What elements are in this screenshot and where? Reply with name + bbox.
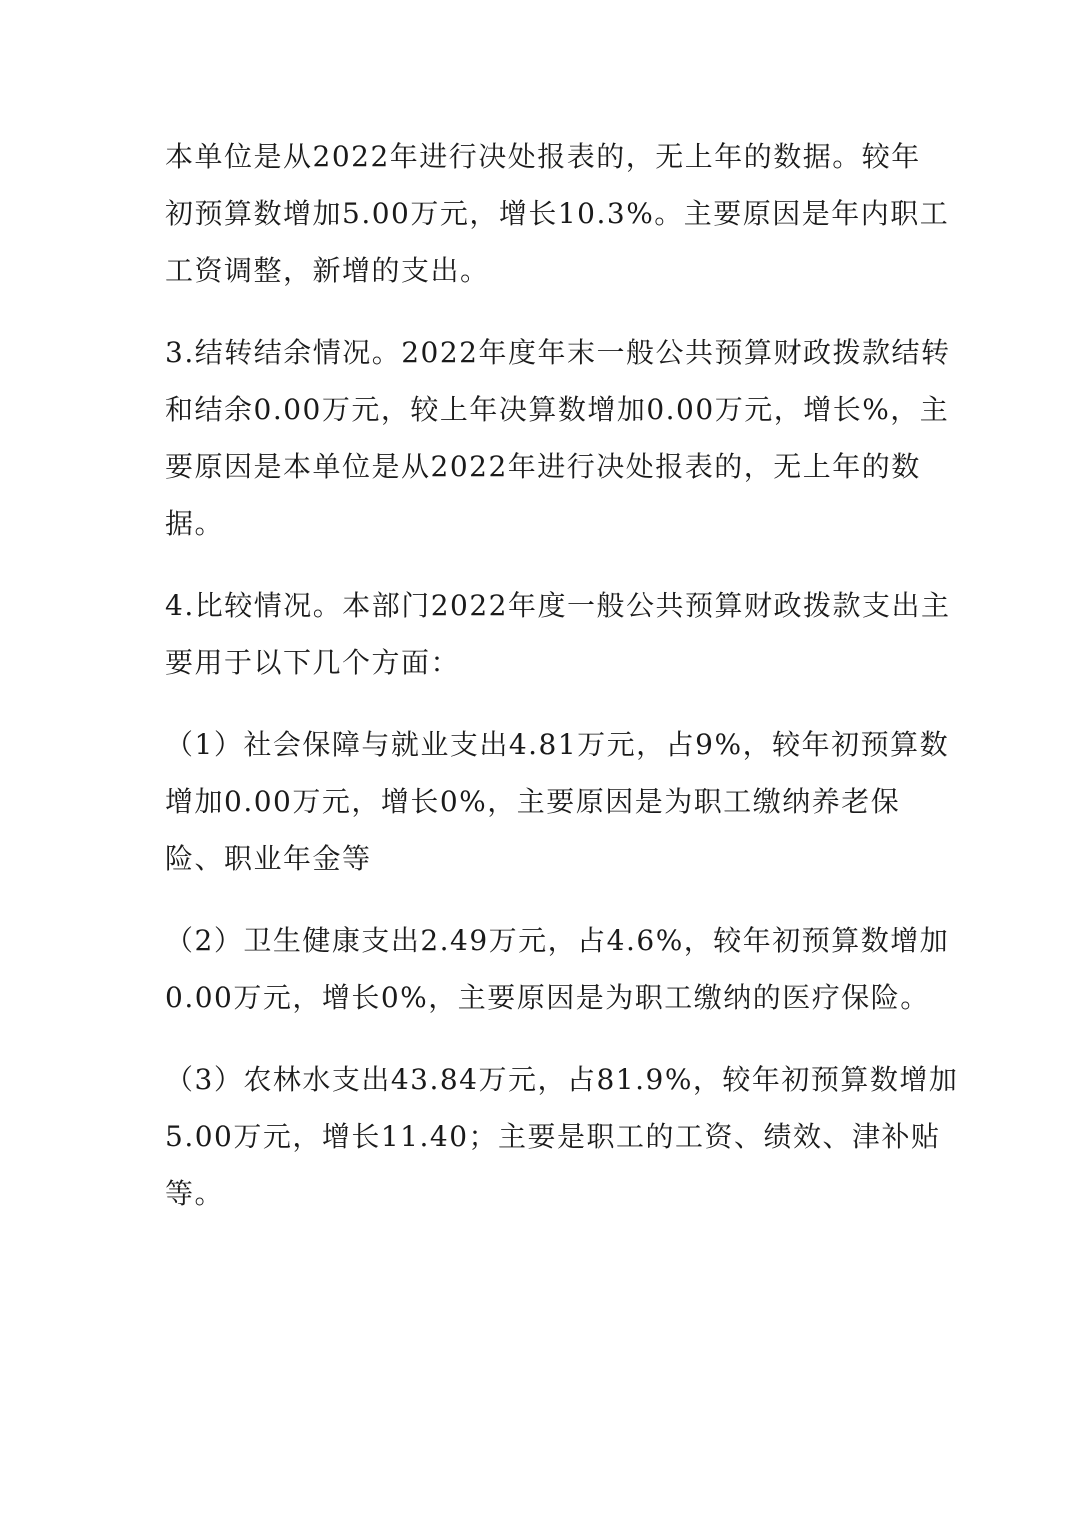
text-line: 工资调整，新增的支出。 (165, 254, 490, 287)
text-line: 0.00万元，增长0%，主要原因是为职工缴纳的医疗保险。 (165, 981, 930, 1014)
text-line: 要原因是本单位是从2022年进行决处报表的，无上年的数 (165, 450, 921, 483)
text-line: 险、职业年金等 (165, 842, 372, 875)
text-line: （3）农林水支出43.84万元，占81.9%，较年初预算数增加 (165, 1063, 959, 1096)
document-body (165, 128, 959, 1247)
text-line: 4.比较情况。本部门2022年度一般公共预算财政拨款支出主 (165, 589, 951, 622)
text-line: 本单位是从2022年进行决处报表的，无上年的数据。较年 (165, 140, 921, 173)
text-line: 初预算数增加5.00万元，增长10.3%。主要原因是年内职工 (165, 197, 950, 230)
paragraph-carryover-balance (165, 324, 951, 552)
paragraph-item-agriculture (165, 1051, 959, 1222)
paragraph-item-social-security (165, 716, 950, 887)
text-line: （2）卫生健康支出2.49万元，占4.6%，较年初预算数增加 (165, 924, 950, 957)
text-line: 和结余0.00万元，较上年决算数增加0.00万元，增长%，主 (165, 393, 950, 426)
paragraph-no-prior-year-data (165, 128, 950, 299)
text-line: （1）社会保障与就业支出4.81万元，占9%，较年初预算数 (165, 728, 950, 761)
text-line: 增加0.00万元，增长0%，主要原因是为职工缴纳养老保 (165, 785, 901, 818)
text-line: 3.结转结余情况。2022年度年末一般公共预算财政拨款结转 (165, 336, 951, 369)
text-line: 据。 (165, 507, 225, 540)
text-line: 要用于以下几个方面： (165, 646, 461, 679)
paragraph-item-health (165, 912, 950, 1026)
text-line: 等。 (165, 1177, 225, 1210)
paragraph-comparison (165, 577, 951, 691)
text-line: 5.00万元，增长11.40；主要是职工的工资、绩效、津补贴 (165, 1120, 941, 1153)
